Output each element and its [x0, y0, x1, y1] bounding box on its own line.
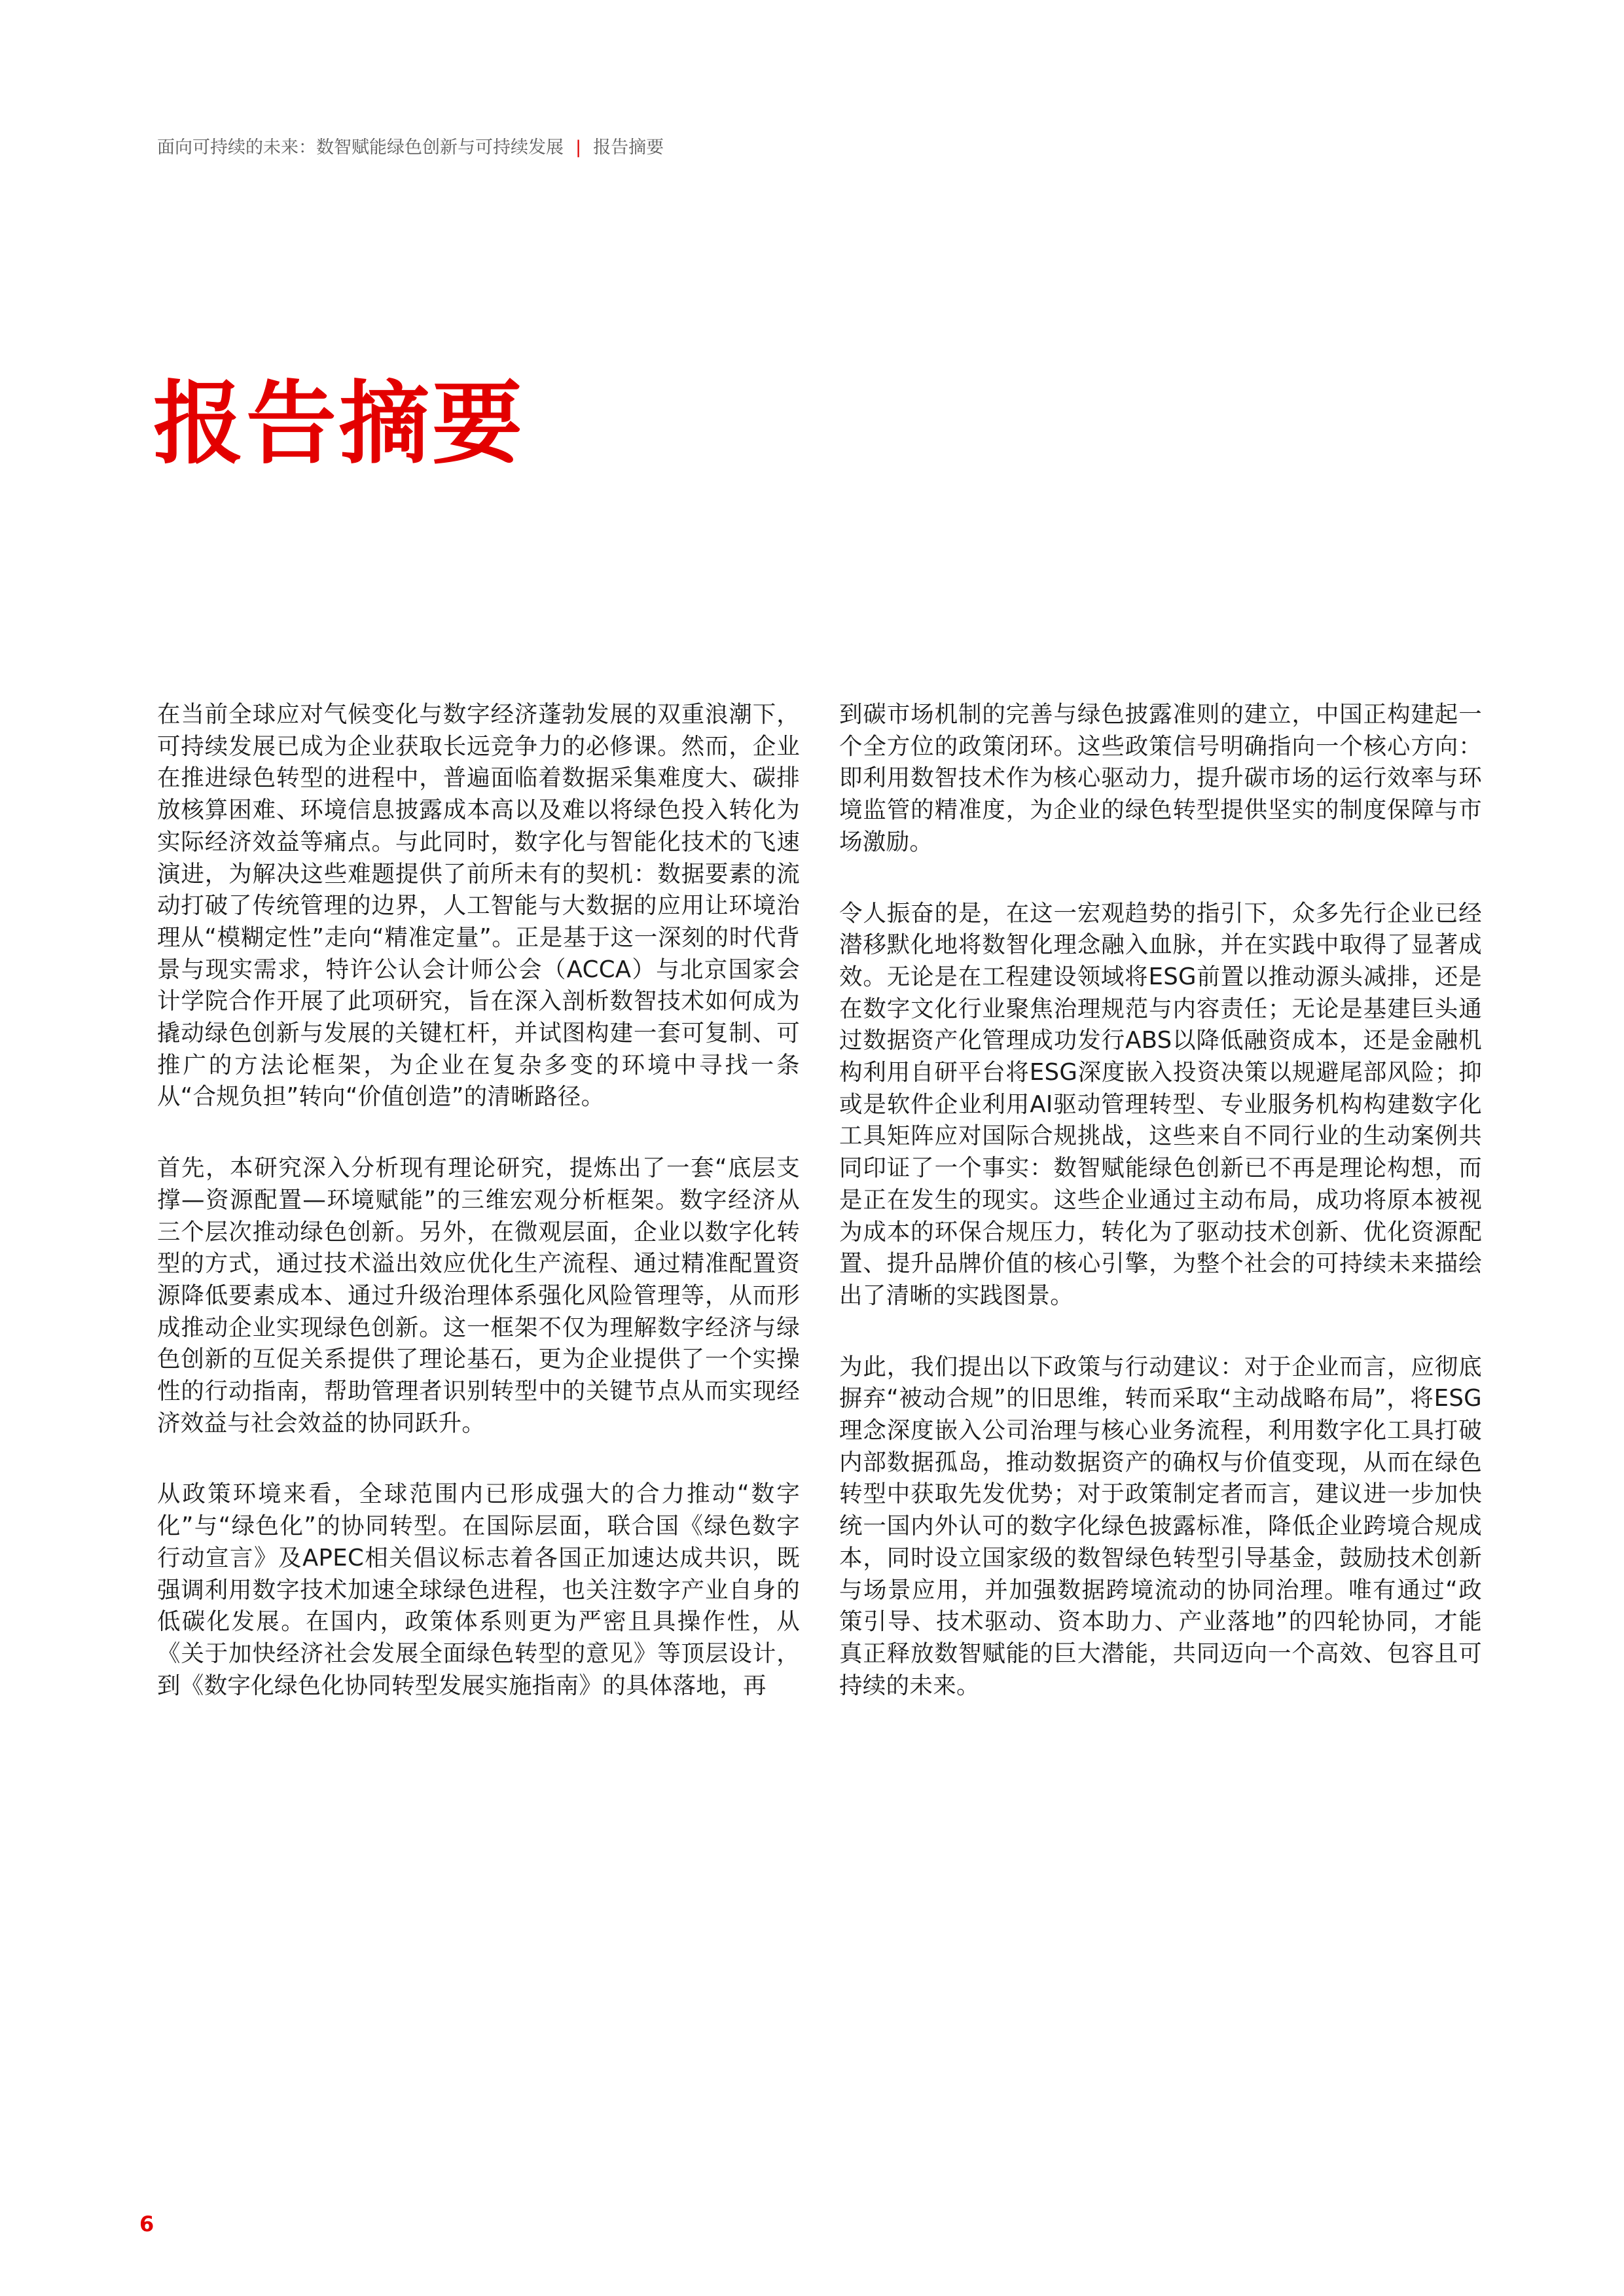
- right-column: [839, 699, 1482, 1741]
- running-header-title: 面向可持续的未来：数智赋能绿色创新与可持续发展: [157, 137, 564, 158]
- running-header-section: 报告摘要: [593, 137, 664, 158]
- running-header: [157, 135, 664, 161]
- paragraph: 到碳市场机制的完善与绿色披露准则的建立，中国正构建起一个全方位的政策闭环。这些政策信号明确指向一个核心方向：即利用数智技术作为核心驱动力，提升碳市场的运行效率与环境监管的精准度，为企业的绿色转型提供坚实的制度保障与市场激励。: [839, 701, 1482, 855]
- paragraph: 为此，我们提出以下政策与行动建议：对于企业而言，应彻底摒弃“被动合规”的旧思维，转而采取“主动战略布局”，将ESG理念深度嵌入公司治理与核心业务流程，利用数字化工具打破内部数据孤岛，推动数据资产的确权与价值变现，从而在绿色转型中获取先发优势；对于政策制定者而言，建议进一步加快统一国内外认可的数字化绿色披露标准，降低企业跨境合规成本，同时设立国家级的数智绿色转型引导基金，鼓励技术创新与场景应用，并加强数据跨境流动的协同治理。唯有通过“政策引导、技术驱动、资本助力、产业落地”的四轮协同，才能真正释放数智赋能的巨大潜能，共同迈向一个高效、包容且可持续的未来。: [839, 1353, 1482, 1699]
- paragraph: 在当前全球应对气候变化与数字经济蓬勃发展的双重浪潮下，可持续发展已成为企业获取长远竞争力的必修课。然而，企业在推进绿色转型的进程中，普遍面临着数据采集难度大、碳排放核算困难、环境信息披露成本高以及难以将绿色投入转化为实际经济效益等痛点。与此同时，数字化与智能化技术的飞速演进，为解决这些难题提供了前所未有的契机：数据要素的流动打破了传统管理的边界，人工智能与大数据的应用让环境治理从“模糊定性”走向“精准定量”。正是基于这一深刻的时代背景与现实需求，特许公认会计师公会（ACCA）与北京国家会计学院合作开展了此项研究，旨在深入剖析数智技术如何成为撬动绿色创新与发展的关键杠杆，并试图构建一套可复制、可推广的方法论框架，为企业在复杂多变的环境中寻找一条从“合规负担”转向“价值创造”的清晰路径。: [157, 701, 800, 1111]
- paragraph: 首先，本研究深入分析现有理论研究，提炼出了一套“底层支撑—资源配置—环境赋能”的三维宏观分析框架。数字经济从三个层次推动绿色创新。另外，在微观层面，企业以数字化转型的方式，通过技术溢出效应优化生产流程、通过精准配置资源降低要素成本、通过升级治理体系强化风险管理等，从而形成推动企业实现绿色创新。这一框架不仅为理解数字经济与绿色创新的互促关系提供了理论基石，更为企业提供了一个实操性的行动指南，帮助管理者识别转型中的关键节点从而实现经济效益与社会效益的协同跃升。: [157, 1155, 800, 1437]
- left-column: [157, 699, 800, 1741]
- running-header-separator: |: [575, 137, 582, 158]
- paragraph: 从政策环境来看，全球范围内已形成强大的合力推动“数字化”与“绿色化”的协同转型。在国际层面，联合国《绿色数字行动宣言》及APEC相关倡议标志着各国正加速达成共识，既强调利用数字技术加速全球绿色进程，也关注数字产业自身的低碳化发展。在国内，政策体系则更为严密且具操作性，从《关于加快经济社会发展全面绿色转型的意见》等顶层设计，到《数字化绿色化协同转型发展实施指南》的具体落地，再: [157, 1480, 800, 1699]
- page-number: 6: [139, 2212, 154, 2236]
- page-title: 报告摘要: [153, 371, 526, 476]
- paragraph: 令人振奋的是，在这一宏观趋势的指引下，众多先行企业已经潜移默化地将数智化理念融入血脉，并在实践中取得了显著成效。无论是在工程建设领域将ESG前置以推动源头减排，还是在数字文化行业聚焦治理规范与内容责任；无论是基建巨头通过数据资产化管理成功发行ABS以降低融资成本，还是金融机构利用自研平台将ESG深度嵌入投资决策以规避尾部风险；抑或是软件企业利用AI驱动管理转型、专业服务机构构建数字化工具矩阵应对国际合规挑战，这些来自不同行业的生动案例共同印证了一个事实：数智赋能绿色创新已不再是理论构想，而是正在发生的现实。这些企业通过主动布局，成功将原本被视为成本的环保合规压力，转化为了驱动技术创新、优化资源配置、提升品牌价值的核心引擎，为整个社会的可持续未来描绘出了清晰的实践图景。: [839, 899, 1482, 1309]
